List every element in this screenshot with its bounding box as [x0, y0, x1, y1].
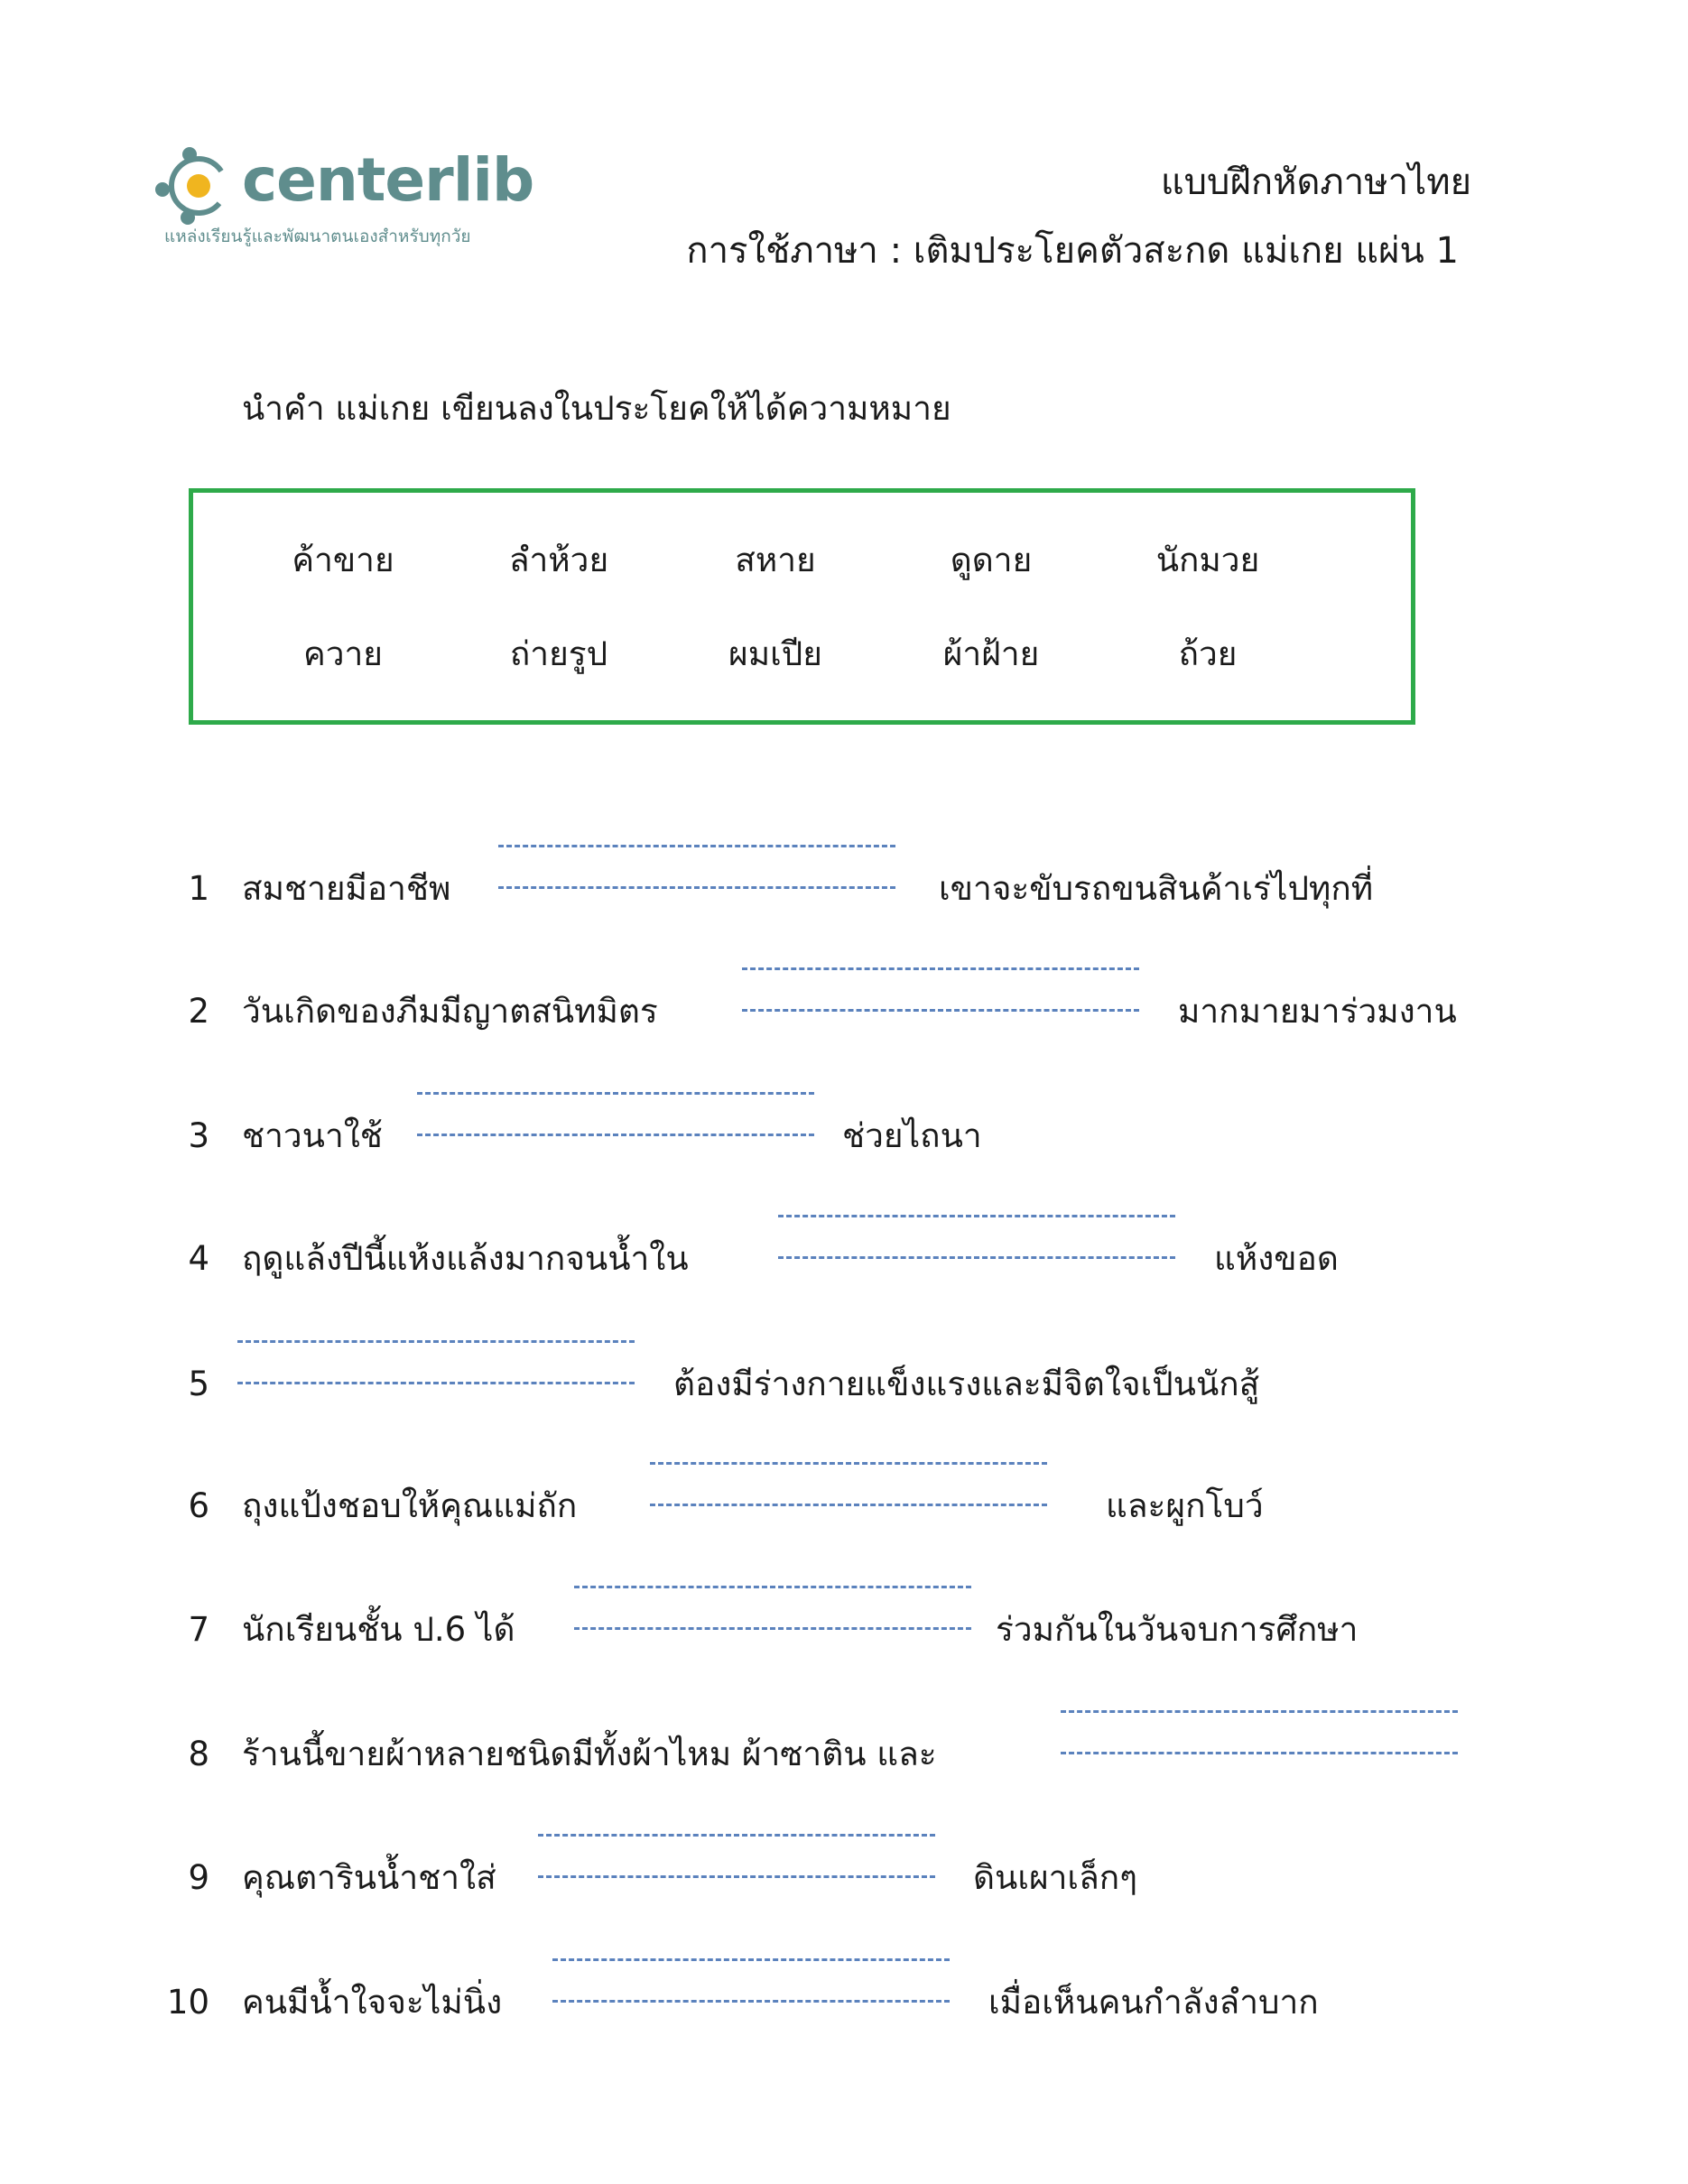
- sentence-end: ดินเผาเล็กๆ: [973, 1858, 1138, 1897]
- word-bank-item: สหาย: [735, 541, 816, 579]
- answer-blank[interactable]: [778, 1215, 1175, 1260]
- exercise-row: [0, 1340, 1688, 1439]
- exercise-row: [0, 1092, 1688, 1191]
- exercise-row: [0, 1834, 1688, 1933]
- exercise-number: 9: [188, 1858, 209, 1897]
- sentence-end: มากมายมาร่วมงาน: [1178, 992, 1457, 1031]
- sentence-start: คุณตารินน้ำชาใส่: [242, 1858, 496, 1897]
- sentence-end: และผูกโบว์: [1106, 1486, 1264, 1525]
- word-bank-item: ผมเปีย: [728, 634, 822, 673]
- exercise-row: [0, 1710, 1688, 1809]
- sentence-start: ชาวนาใช้: [242, 1116, 383, 1155]
- exercise-row: [0, 845, 1688, 944]
- logo-wordmark: centerlib: [242, 145, 534, 215]
- logo-tagline: แหล่งเรียนรู้และพัฒนาตนเองสำหรับทุกวัย: [164, 227, 471, 246]
- answer-blank[interactable]: [237, 1340, 635, 1385]
- exercise-row: [0, 1462, 1688, 1561]
- sentence-end: เมื่อเห็นคนกำลังลำบาก: [988, 1983, 1319, 2022]
- sentence-start: ถุงแป้งชอบให้คุณแม่ถัก: [242, 1486, 578, 1525]
- sentence-end: ต้องมีร่างกายแข็งแรงและมีจิตใจเป็นนักสู้: [673, 1365, 1260, 1403]
- worksheet-title: แบบฝึกหัดภาษาไทย: [1160, 162, 1471, 203]
- answer-blank[interactable]: [574, 1586, 971, 1631]
- word-bank-item: ควาย: [303, 634, 383, 673]
- word-bank-item: นักมวย: [1155, 541, 1260, 579]
- sentence-end: ร่วมกันในวันจบการศึกษา: [996, 1610, 1359, 1649]
- exercise-number: 5: [188, 1365, 209, 1403]
- exercise-number: 10: [166, 1983, 209, 2022]
- sentence-start: วันเกิดของภีมมีญาตสนิทมิตร: [242, 992, 658, 1031]
- word-bank-item: ดูดาย: [950, 541, 1033, 579]
- answer-blank[interactable]: [650, 1462, 1047, 1507]
- word-bank-item: ผ้าฝ้าย: [942, 634, 1040, 673]
- centerlib-logo: [152, 143, 534, 251]
- answer-blank[interactable]: [417, 1092, 814, 1137]
- logo-mark-icon: [152, 143, 242, 229]
- sentence-end: ช่วยไถนา: [842, 1116, 982, 1155]
- word-bank-item: ถ่ายรูป: [509, 634, 608, 673]
- exercise-number: 4: [188, 1239, 209, 1278]
- exercise-number: 6: [188, 1486, 209, 1525]
- sentence-start: นักเรียนชั้น ป.6 ได้: [242, 1610, 515, 1649]
- exercise-number: 3: [188, 1116, 209, 1155]
- answer-blank[interactable]: [498, 845, 895, 890]
- exercise-number: 8: [188, 1735, 209, 1773]
- instruction-text: นำคำ แม่เกย เขียนลงในประโยคให้ได้ความหมาย: [242, 389, 951, 428]
- exercise-number: 2: [188, 992, 209, 1031]
- answer-blank[interactable]: [1061, 1710, 1458, 1755]
- answer-blank[interactable]: [742, 967, 1139, 1013]
- worksheet-subtitle: การใช้ภาษา : เติมประโยคตัวสะกด แม่เกย แผ่น 1: [686, 230, 1459, 272]
- sentence-start: ฤดูแล้งปีนี้แห้งแล้งมากจนน้ำใน: [242, 1239, 689, 1278]
- word-bank-item: ค้าขาย: [292, 541, 394, 579]
- answer-blank[interactable]: [538, 1834, 935, 1879]
- exercise-row: [0, 1215, 1688, 1314]
- sentence-start: ร้านนี้ขายผ้าหลายชนิดมีทั้งผ้าไหม ผ้าซาติน และ: [242, 1735, 937, 1773]
- sentence-end: เขาจะขับรถขนสินค้าเร่ไปทุกที่: [939, 869, 1374, 908]
- sentence-start: สมชายมีอาชีพ: [242, 869, 451, 908]
- exercise-row: [0, 1958, 1688, 2058]
- exercise-row: [0, 967, 1688, 1067]
- answer-blank[interactable]: [552, 1958, 950, 2004]
- sentence-start: คนมีน้ำใจจะไม่นิ่ง: [242, 1983, 503, 2022]
- exercise-row: [0, 1586, 1688, 1685]
- exercise-number: 7: [188, 1610, 209, 1649]
- exercise-number: 1: [188, 869, 209, 908]
- word-bank-item: ถ้วย: [1178, 634, 1238, 673]
- sentence-end: แห้งขอด: [1214, 1239, 1339, 1278]
- word-bank-box: [189, 488, 1415, 725]
- word-bank-item: ลำห้วย: [508, 541, 609, 579]
